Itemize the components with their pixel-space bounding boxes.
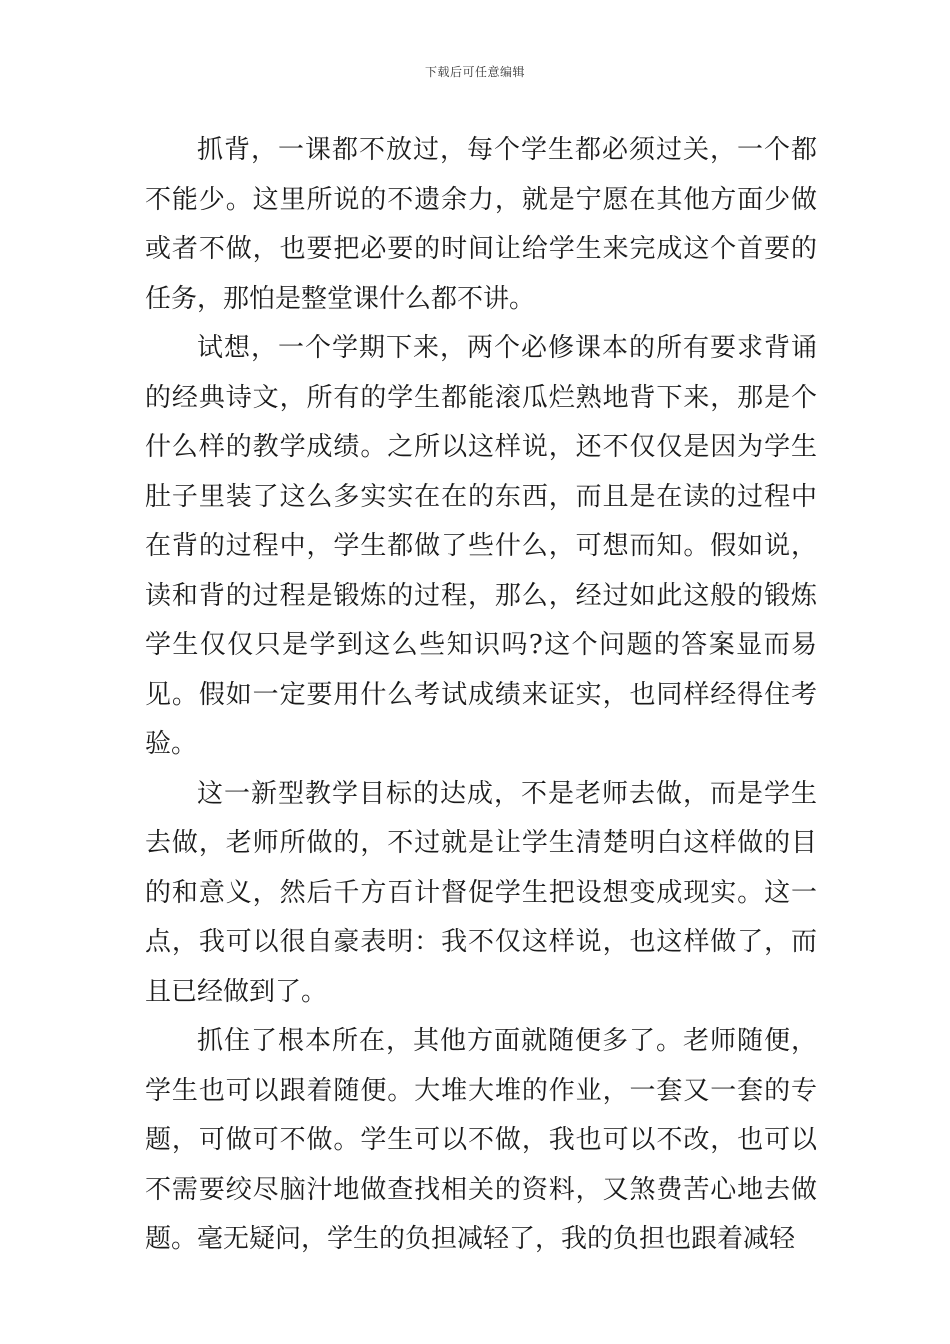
document-body	[145, 126, 817, 1265]
page-header: 下载后可任意编辑	[424, 65, 525, 79]
paragraph-3: 这一新型教学目标的达成，不是老师去做，而是学生去做，老师所做的，不过就是让学生清楚明白这样做的目的和意义，然后千方百计督促学生把设想变成现实。这一点，我可以很自豪表明：我不仅这样说，也这样做了，而且已经做到了。	[145, 778, 817, 1007]
paragraph-1: 抓背，一课都不放过，每个学生都必须过关，一个都不能少。这里所说的不遗余力，就是宁愿在其他方面少做或者不做，也要把必要的时间让给学生来完成这个首要的任务，那怕是整堂课什么都不讲。	[145, 135, 817, 314]
paragraph-4: 抓住了根本所在，其他方面就随便多了。老师随便，学生也可以跟着随便。大堆大堆的作业，一套又一套的专题，可做可不做。学生可以不做，我也可以不改，也可以不需要绞尽脑汁地做查找相关的资料，又煞费苦心地去做题。毫无疑问，学生的负担减轻了，我的负担也跟着减轻	[145, 1026, 817, 1254]
paragraph-2: 试想，一个学期下来，两个必修课本的所有要求背诵的经典诗文，所有的学生都能滚瓜烂熟地背下来，那是个什么样的教学成绩。之所以这样说，还不仅仅是因为学生肚子里装了这么多实实在在的东西，而且是在读的过程中在背的过程中，学生都做了些什么，可想而知。假如说，读和背的过程是锻炼的过程，那么，经过如此这般的锻炼学生仅仅只是学到这么些知识吗?这个问题的答案显而易见。假如一定要用什么考试成绩来证实，也同样经得住考验。	[145, 333, 817, 759]
